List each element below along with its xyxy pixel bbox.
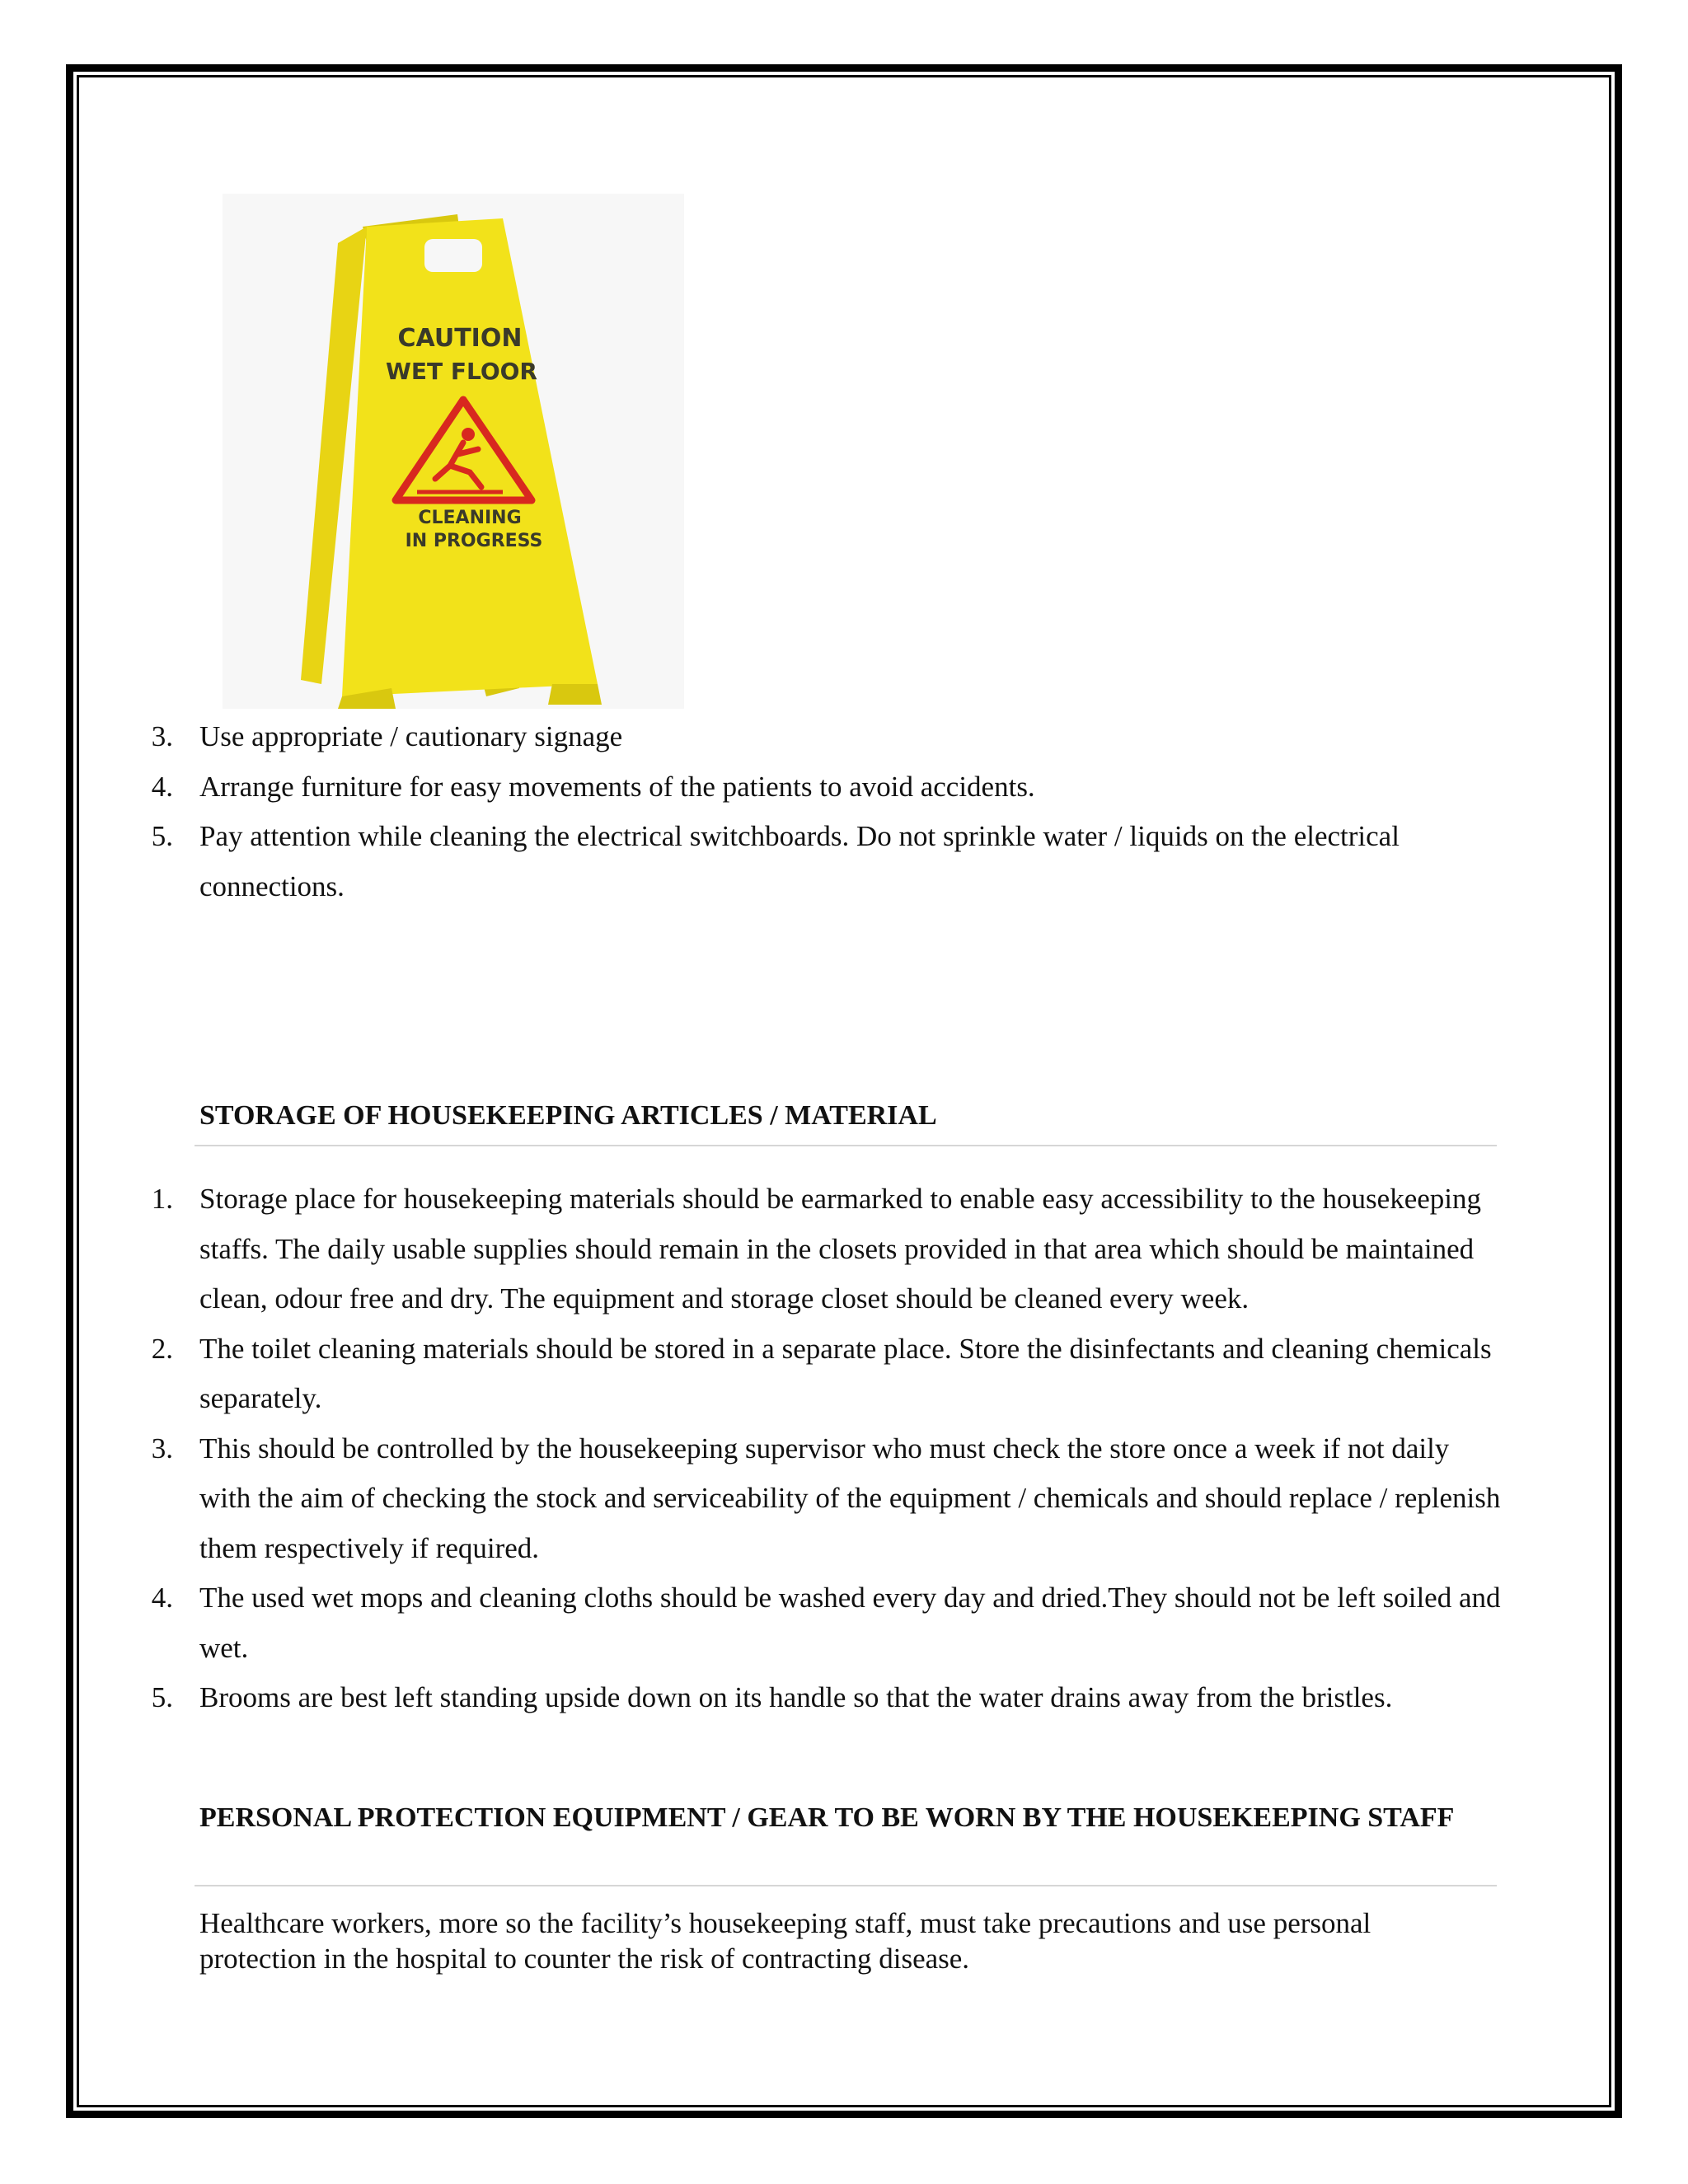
precautions-list-continued bbox=[0, 712, 1502, 912]
list-item-number: 3. bbox=[151, 720, 173, 752]
list-item-text: Brooms are best left standing upside down on its handle so that the water drains away from the bristles. bbox=[199, 1681, 1393, 1713]
list-item-text: Use appropriate / cautionary signage bbox=[199, 720, 623, 752]
list-item bbox=[0, 1324, 1502, 1424]
section-divider bbox=[195, 1145, 1497, 1146]
list-item bbox=[0, 1673, 1502, 1723]
section-divider bbox=[195, 1885, 1497, 1886]
sign-text-caution: CAUTION bbox=[397, 324, 523, 353]
list-item-text: This should be controlled by the housekeeping supervisor who must check the store once a week if not daily with the aim of checking the stock and serviceability of the equipment / chemicals and should replace / replenish them respectively if required. bbox=[199, 1432, 1501, 1564]
list-item-number: 1. bbox=[151, 1183, 173, 1215]
storage-list bbox=[0, 1174, 1502, 1723]
list-item-text: Pay attention while cleaning the electrical switchboards. Do not sprinkle water / liquids on the electrical connections. bbox=[199, 820, 1400, 902]
list-item-number: 2. bbox=[151, 1332, 173, 1365]
ppe-section-heading: PERSONAL PROTECTION EQUIPMENT / GEAR TO BE WORN BY THE HOUSEKEEPING STAFF bbox=[199, 1802, 1455, 1833]
sign-text-in-progress: IN PROGRESS bbox=[405, 531, 543, 551]
list-item-text: Arrange furniture for easy movements of the patients to avoid accidents. bbox=[199, 770, 1035, 803]
list-item-number: 4. bbox=[151, 1582, 173, 1614]
storage-section-heading: STORAGE OF HOUSEKEEPING ARTICLES / MATERIAL bbox=[199, 1100, 937, 1131]
list-item-number: 3. bbox=[151, 1432, 173, 1465]
list-item-number: 5. bbox=[151, 820, 173, 852]
list-item bbox=[0, 762, 1502, 813]
list-item bbox=[0, 812, 1502, 912]
list-item bbox=[0, 1174, 1502, 1324]
caution-wet-floor-sign-image bbox=[223, 194, 684, 709]
list-item-text: The toilet cleaning materials should be stored in a separate place. Store the disinfectants and cleaning chemicals separately. bbox=[199, 1332, 1492, 1414]
list-item bbox=[0, 712, 1502, 762]
sign-text-cleaning: CLEANING bbox=[418, 508, 522, 528]
list-item-text: Storage place for housekeeping materials should be earmarked to enable easy accessibility to the housekeeping staffs. The daily usable supplies should remain in the closets provided in that area which should be maintained clean, odour free and dry. The equipment and storage closet should be cleaned every week. bbox=[199, 1183, 1482, 1315]
list-item-text: The used wet mops and cleaning cloths should be washed every day and dried.They should not be left soiled and wet. bbox=[199, 1582, 1501, 1664]
list-item bbox=[0, 1424, 1502, 1574]
list-item bbox=[0, 1573, 1502, 1673]
sign-text-wet-floor: WET FLOOR bbox=[386, 358, 537, 385]
list-item-number: 5. bbox=[151, 1681, 173, 1713]
ppe-intro-paragraph: Healthcare workers, more so the facility’s housekeeping staff, must take precautions and use personal protection in the hospital to counter the risk of contracting disease. bbox=[199, 1907, 1372, 1975]
list-item-number: 4. bbox=[151, 770, 173, 803]
